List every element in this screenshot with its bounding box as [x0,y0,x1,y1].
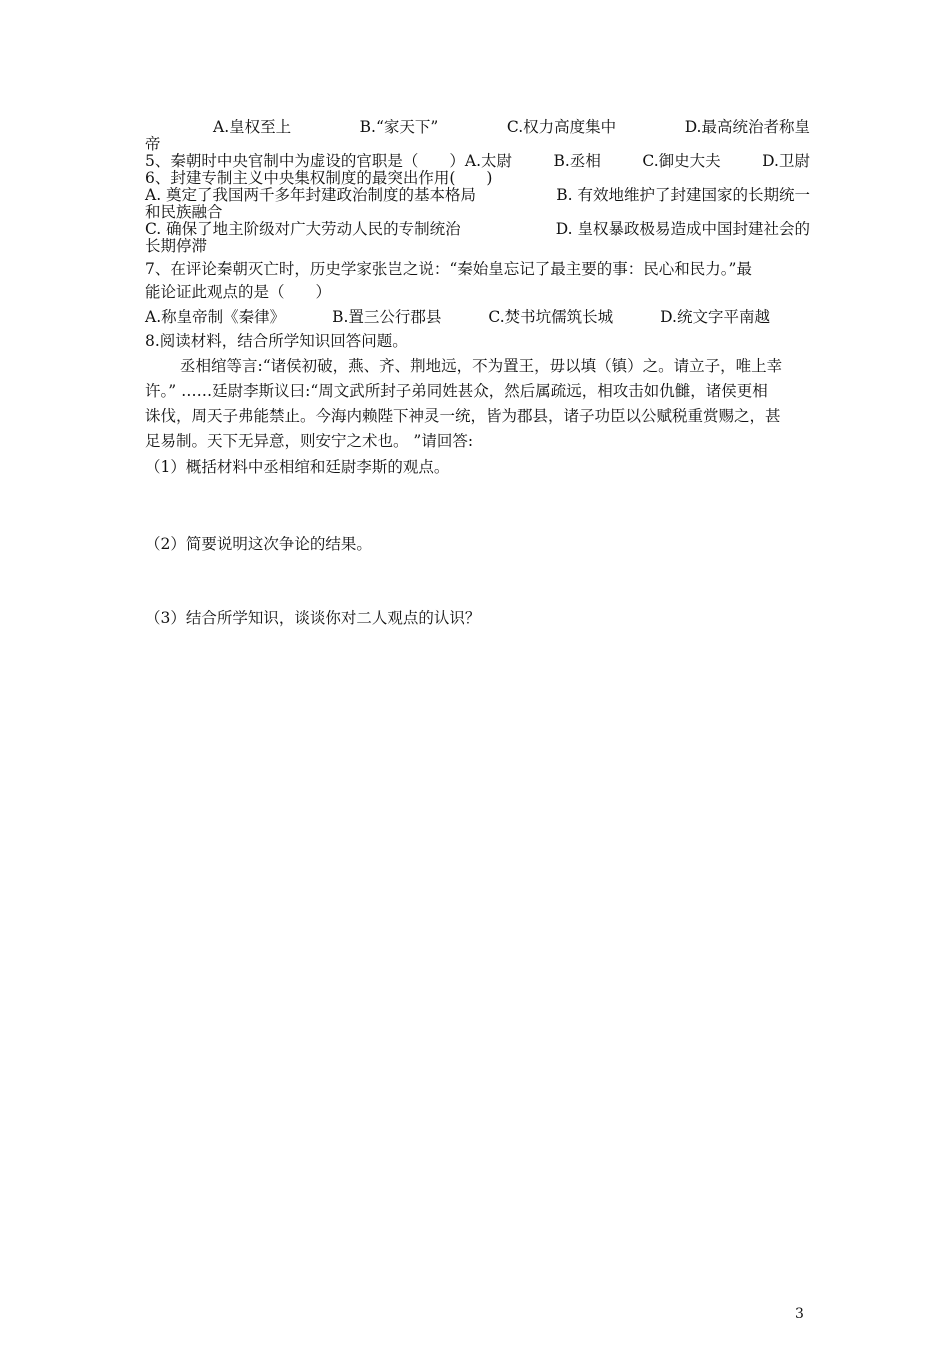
q6-options-cd [145,220,810,238]
q5-option-a: A.太尉 [464,152,512,170]
q6-option-d: D. 皇权暴政极易造成中国封建社会的 [555,220,810,238]
q7-option-c: C.焚书坑儒筑长城 [488,308,614,326]
q5-option-d: D.卫尉 [762,152,810,170]
q7-option-b: B.置三公行郡县 [332,308,442,326]
q4-option-b: B.“家天下” [359,118,439,136]
q8-material-line: 足易制。天下无异意，则安宁之术也。 ”请回答: [145,432,474,450]
q8-material-line: 许。” ……廷尉李斯议曰:“周文武所封子弟同姓甚众，然后属疏远，相攻击如仇雠，诸侯更相 [145,382,768,400]
q6-option-d-continued: 长期停滞 [145,237,208,255]
q8-subquestion-3: （3）结合所学知识，谈谈你对二人观点的认识？ [145,609,481,627]
q4-option-a: A.皇权至上 [213,118,292,136]
q7-options [145,308,770,326]
q4-option-d-continued: 帝 [145,135,161,153]
q5-option-c: C.御史大夫 [642,152,721,170]
q7-option-d: D.统文字平南越 [660,308,770,326]
page-number: 3 [795,1306,804,1322]
q4-option-d: D.最高统治者称皇 [684,118,810,136]
q5-stem: 5、秦朝时中央官制中为虚设的官职是（ ） [145,152,465,170]
q6-option-a: A. 奠定了我国两千多年封建政治制度的基本格局 [145,186,477,204]
q4-option-c: C.权力高度集中 [506,118,617,136]
q8-material-line: 丞相绾等言:“诸侯初破，燕、齐、荆地远，不为置王，毋以填（镇）之。请立子，唯上幸 [180,357,783,375]
q7-option-a: A.称皇帝制《秦律》 [145,308,286,326]
q7-stem-line2: 能论证此观点的是（ ） [145,283,332,301]
q4-options [145,118,810,136]
q5-option-b: B.丞相 [553,152,601,170]
q8-subquestion-1: （1）概括材料中丞相绾和廷尉李斯的观点。 [145,458,450,476]
q6-stem: 6、封建专制主义中央集权制度的最突出作用( ) [145,169,493,187]
q6-options-ab [145,186,810,204]
q5-line [145,152,810,170]
q8-stem: 8.阅读材料，结合所学知识回答问题。 [145,332,408,350]
q6-option-b-continued: 和民族融合 [145,203,223,221]
q6-option-b: B. 有效地维护了封建国家的长期统一 [556,186,810,204]
q8-material-line: 诛伐，周天子弗能禁止。今海内赖陛下神灵一统，皆为郡县，诸子功臣以公赋税重赏赐之，甚 [145,407,781,425]
q7-stem-line1: 7、在评论秦朝灭亡时，历史学家张岂之说：“秦始皇忘记了最主要的事：民心和民力。”最 [145,260,752,278]
q6-option-c: C. 确保了地主阶级对广大劳动人民的专制统治 [145,220,461,238]
q8-subquestion-2: （2）简要说明这次争论的结果。 [145,535,372,553]
